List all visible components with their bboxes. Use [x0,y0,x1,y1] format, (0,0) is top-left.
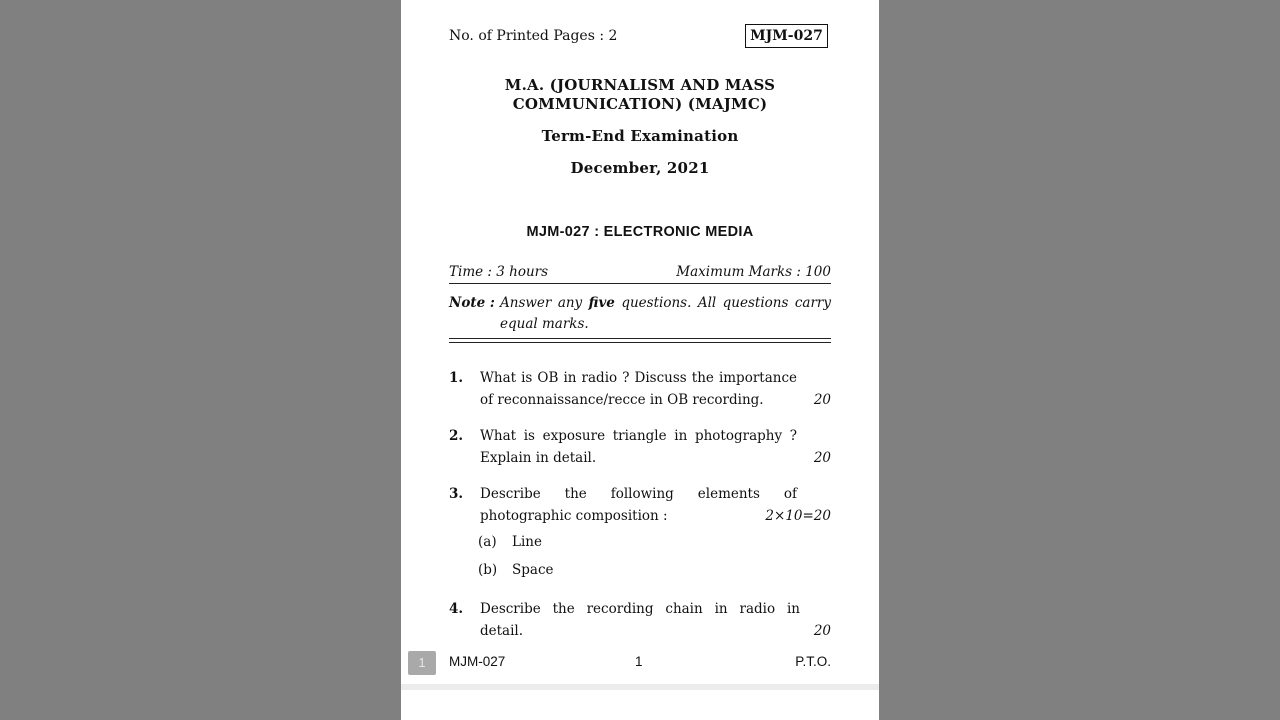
question-text: Describe the recording chain in radio in detail. [480,601,800,639]
question-number: 2. [449,428,464,444]
note-label: Note : [449,295,495,311]
sub-item-text: Space [512,562,554,578]
page-footer [401,651,879,675]
page-indicator-badge[interactable]: 1 [408,651,436,675]
sub-item-label: (b) [478,562,498,578]
note-text: Answer any five questions. All questions carry equal marks. [500,295,831,332]
question-marks: 20 [813,450,831,466]
question-3 [449,483,831,527]
exam-note [449,293,831,335]
footer-course-code: MJM-027 [449,654,506,669]
time-allowed: Time : 3 hours [449,264,549,280]
page-separator [401,684,879,690]
course-code-box: MJM-027 [745,24,828,48]
question-text: What is exposure triangle in photography ? Explain in detail. [480,428,797,466]
question-2 [449,425,831,469]
question-marks: 20 [813,392,831,408]
question-text: What is OB in radio ? Discuss the importance of reconnaissance/recce in OB recording. [480,370,797,408]
programme-title-line-2: COMMUNICATION) (MAJMC) [512,95,768,113]
question-1 [449,367,831,411]
exam-title: Term-End Examination [541,127,739,145]
note-emphasis: five [588,295,615,311]
question-marks: 20 [813,623,831,639]
time-marks-row [449,264,831,284]
footer-pto: P.T.O. [795,654,831,669]
sub-item-text: Line [512,534,542,550]
question-number: 3. [449,486,464,502]
footer-page-number: 1 [635,654,643,669]
question-4 [449,598,831,642]
question-text: Describe the following elements of photographic composition : [480,486,797,524]
section-divider [449,338,831,343]
question-marks: 2×10=20 [765,508,831,524]
subject-title: MJM-027 : ELECTRONIC MEDIA [526,224,754,240]
exam-page [401,0,879,720]
sub-item-label: (a) [478,534,497,550]
printed-pages-text: No. of Printed Pages : 2 [449,28,618,44]
programme-title-line-1: M.A. (JOURNALISM AND MASS [504,76,776,94]
question-number: 1. [449,370,464,386]
question-3-sub-item-b [478,562,554,578]
maximum-marks: Maximum Marks : 100 [676,264,831,280]
question-number: 4. [449,601,464,617]
question-3-sub-item-a [478,534,542,550]
exam-date: December, 2021 [570,159,710,177]
